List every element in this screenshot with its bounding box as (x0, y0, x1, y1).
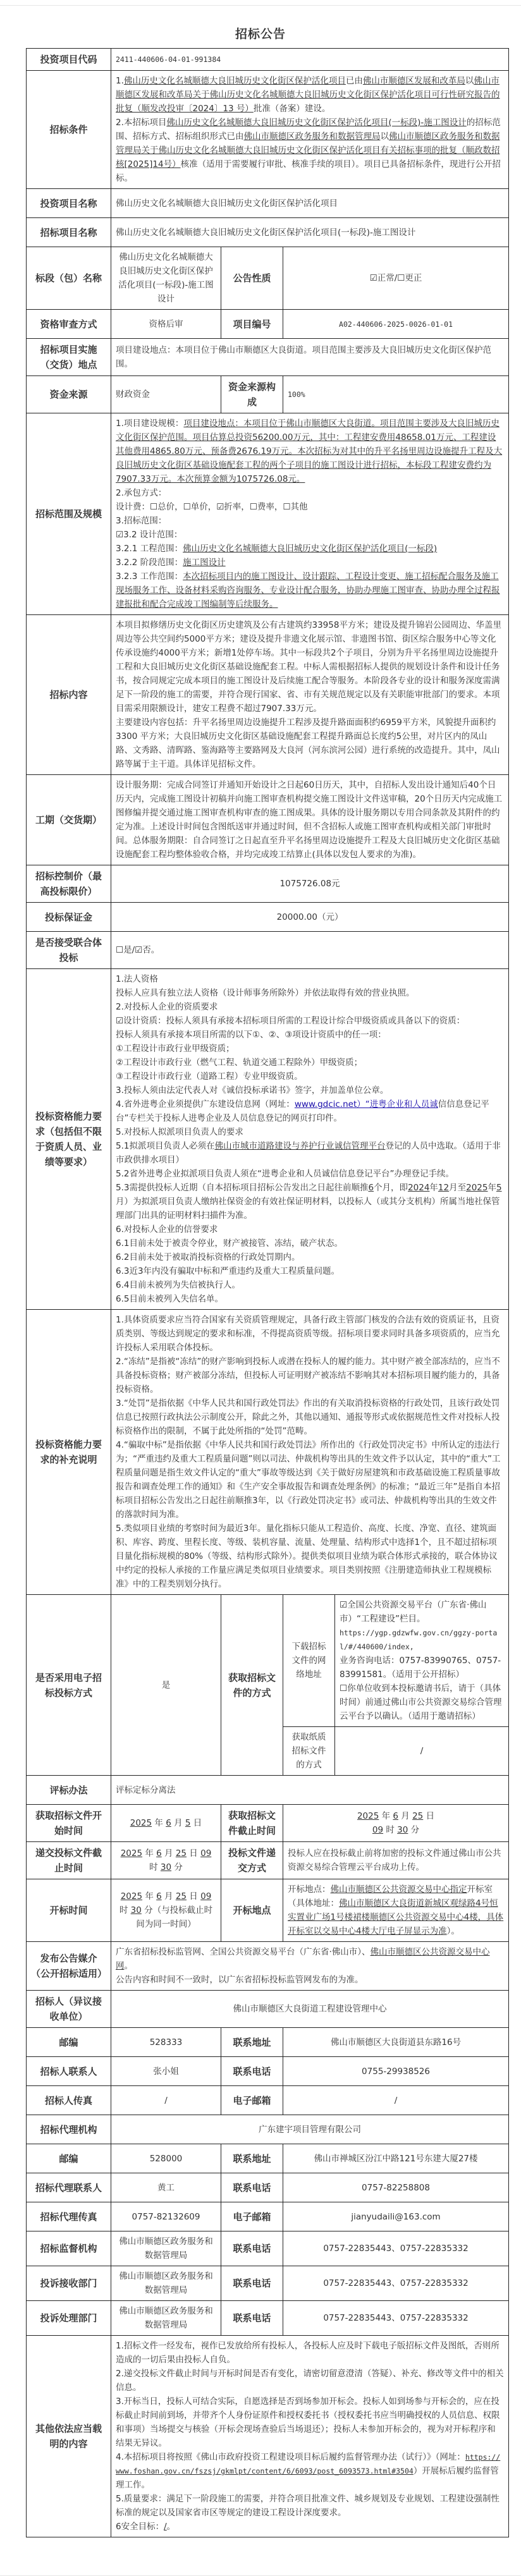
text: ☑设计资质：投标人须具有承接本招标项目所需的工程设计综合甲级资质或具备以下的资质： (116, 1016, 465, 1026)
text (116, 2520, 504, 2534)
label-obtain-start: 获取招标文件开始时间 (27, 1805, 111, 1842)
label-complaint-receive: 投诉接收部门 (27, 2266, 111, 2301)
text: 5 (185, 1818, 191, 1828)
text: 6.4目前未被列为失信被执行人。 (116, 1280, 240, 1290)
row-requirements (27, 969, 509, 1310)
text: 3.开标当日，投标人可结合实际，自愿选择是否到场参加开标会。投标人如到场参与开标会的，应在投标截止时间前到场，并带齐个人身份证原件和授权委托书（授权委托书应当明确授权的人员信息、权限和事项）当场提交与核验（开标会现场查验后当场退还）；投标人未参加开标会的，视为对开标程序和结果无异议。 (116, 2396, 500, 2448)
text: 3.投标人须由法定代表人对《诚信投标承诺书》签字，并加盖单位公章。 (116, 1085, 389, 1096)
complaint-handle-phone-value: 0757-22835443、0757-22835332 (283, 2301, 509, 2336)
label-media: 发布公告媒介（公开招标适用） (27, 1942, 111, 1991)
deposit-value: 20000.00（元） (111, 903, 509, 932)
label-complaint-handle: 投诉处理部门 (27, 2301, 111, 2336)
label-tenderer-fax: 招标人传真 (27, 2086, 111, 2115)
text (116, 570, 504, 611)
row-conditions (27, 71, 509, 189)
text: 6 (368, 1183, 374, 1193)
text: ☐你单位收到本投标邀请书后，请于（具体时间）前通过佛山市公共资源交易综合管理云平台予以确认。（适用于邀请招标） (340, 1683, 502, 1721)
submit-deadline-value: 2025 年 6 月 25 日 09 时 30 分 (111, 1842, 221, 1879)
label-agency-phone: 联系电话 (221, 2173, 283, 2202)
text: 1.项目建设规模： (116, 418, 184, 429)
page-title: 招标公告 (235, 27, 286, 41)
tender-notice-table (26, 48, 509, 2537)
tenderer-address-value: 佛山市顺德区大良街道县东路16号 (283, 2028, 509, 2057)
requirements-value (111, 969, 509, 1310)
text: 年 (487, 1183, 496, 1193)
text: 设计费：☐总价，☐单价，☑折率，☐费率，☐其他 (116, 502, 308, 512)
text: 3.招标范围： (116, 516, 167, 526)
label-agency: 招标代理机构 (27, 2115, 111, 2144)
text: 。 (166, 2522, 176, 2532)
label-location: 招标项目实施（交货）地点 (27, 339, 111, 376)
row-media (27, 1942, 509, 1991)
text: 09 (200, 1848, 212, 1859)
text: 投标人应具有独立法人资格（设计师事务所除外）并依法取得有效的营业执照。 (116, 988, 415, 998)
text (116, 2450, 504, 2492)
label-tenderer-address: 联系地址 (221, 2028, 283, 2057)
text: 1. (116, 76, 124, 86)
project-number-value: A02-440606-2025-0026-01-01 (283, 310, 509, 339)
label-investment-name: 投资项目名称 (27, 189, 111, 218)
text: 佛山市顺德区政务服务和数据管理局 (243, 131, 381, 142)
text: 佛山市顺德区发展和改革局关于佛山历史文化名城顺德大良旧城历史文化街区保护活化项目可行性研究报告的批复（顺发改投审〔2024〕13 号） (116, 76, 500, 114)
row-agency (27, 2115, 509, 2144)
text: 6.对投标人企业的信誉要求 (116, 1224, 218, 1235)
label-control-price: 招标控制价（最高投标限价） (27, 865, 111, 903)
text (116, 1097, 504, 1125)
text (116, 1181, 504, 1223)
text: 6 (156, 1848, 162, 1859)
text: 5.类似项目业绩的考察时间为最近3年。量化指标只能从工程造价、高度、长度、净宽、直径、建筑面积、库容、跨度、里程长度、等级、装机容量、流量、处理量、结构形式中选择1个，且不超过招标项目量化指标规模的80%（等级、结构形式除外）。提供类似项目业绩为联合体形式承接的，联合体协议中约定的投标人承接的工作量应满足类似项目业绩要求。项目类别按照《注册建造师执业工程规模标准》中的工程类别划分执行。 (116, 1523, 498, 1589)
row-opening (27, 1879, 509, 1942)
text: 25 (175, 1891, 187, 1901)
label-complaint-handle-phone: 联系电话 (221, 2301, 283, 2336)
text: 个月，即 (374, 1183, 408, 1193)
text: 6 (156, 1891, 162, 1901)
text: 30 (130, 1905, 142, 1915)
label-download-address: 下载招标文件的网络地址 (283, 1595, 335, 1727)
text: 09 (372, 1825, 384, 1835)
label-electronic: 是否采用电子招标投标方式 (27, 1595, 111, 1776)
label-tenderer-email: 电子邮箱 (221, 2086, 283, 2115)
label-agency-email: 电子邮箱 (221, 2202, 283, 2231)
text: ）。 (446, 1926, 460, 1936)
label-obtain-end: 获取招标文件截止时间 (221, 1805, 283, 1842)
portal-link[interactable]: https://ygp.gdzwfw.gov.cn/ggzy-portal/#/440600/index, (340, 1628, 498, 1651)
text: （与投标截止时间为同一时间） (136, 1905, 213, 1929)
text: 2025 (466, 1183, 488, 1193)
complaint-receive-value: 佛山市顺德区政务服务和数据管理局 (111, 2266, 221, 2301)
text: ☑3.2 设计范围： (116, 530, 183, 540)
text: 25 (412, 1811, 424, 1821)
text: 6.1目前未处于被责令停业，财产被接管、冻结，破产状态。 (116, 1238, 343, 1248)
agency-post-value: 528000 (111, 2144, 221, 2173)
label-qualification: 资格审查方式 (27, 310, 111, 339)
text: 2.承包方式： (116, 488, 167, 498)
supplement-value (111, 1310, 509, 1595)
text: 佛山市顺德区公共资源交易中心网 (116, 1947, 490, 1971)
label-paper-docs: 获取纸质招标文件的方式 (283, 1727, 335, 1776)
location-value: 项目建设地点：本项目位于佛山市顺德区大良街道。项目范围主要涉及大良旧城历史文化街区保护范围。 (111, 339, 509, 376)
funding-value: 财政资金 (111, 376, 221, 413)
agency-phone-value: 0757-82258808 (283, 2173, 509, 2202)
section-value: 佛山历史文化名城顺德大良旧城历史文化街区保护活化项目(一标段)-施工图设计 (111, 247, 221, 310)
text: 项目建设地点：本项目位于佛山市顺德区大良街道。项目范围主要涉及大良旧城历史文化街区保护范围。项目估算总投资56200.00万元，其中：工程建安费用48658.01万元、工程建设其他费用4865.80万元、预备费2676.19万元。本次招标为对其中的升平名扬里周边设施提升工程及大良旧城历史文化街区基础设施配套工程的两个子项目的施工图设计进行招标，本标段工程建安费约为7907.33万元。本次预算金额为1075726.08元。 (116, 418, 503, 484)
row-control-price (27, 865, 509, 903)
text: 25 (175, 1848, 187, 1859)
label-nature: 公告性质 (221, 247, 283, 310)
text: 2025 (120, 1848, 143, 1859)
label-submit-deadline: 递交投标文件截止时间 (27, 1842, 111, 1879)
consortium-value: ☐是/☑否。 (111, 932, 509, 969)
row-electronic (27, 1595, 509, 1727)
label-project-number: 项目编号 (221, 310, 283, 339)
text: 5.对投标人拟派项目负责人的要求 (116, 1127, 243, 1137)
supervisor-phone-value: 0757-22835443、0757-22835332 (283, 2231, 509, 2266)
agency-fax-value: 0757-82132609 (111, 2202, 221, 2231)
complaint-handle-value: 佛山市顺德区政务服务和数据管理局 (111, 2301, 221, 2336)
text: 2.本招标项目 (116, 118, 167, 128)
text: 1.具体资质要求应当符合国家有关资质管理规定，具备行政主管部门核发的合法有效的资质证书，且资质类别、等级达到规定的要求和标准，不得提高资质等级。招标项目要求同时具备多项资质的，应当允许投标人采用联合体投标。 (116, 1315, 500, 1353)
obtain-start-value: 2025 年 6 月 5 日 (111, 1805, 221, 1842)
opening-place-value (283, 1879, 509, 1942)
text: 30 (397, 1825, 408, 1835)
text: 30 (160, 1862, 172, 1872)
row-supplement (27, 1310, 509, 1595)
nature-value: ☑正常/☐更正 (283, 247, 509, 310)
tenderer-email-value: / (283, 2086, 509, 2115)
text: 。 (124, 1961, 133, 1971)
label-consortium: 是否接受联合体投标 (27, 932, 111, 969)
download-address-value (335, 1595, 509, 1727)
row-consortium (27, 932, 509, 969)
tenderer-value: 佛山市顺德区大良街道工程建设管理中心 (111, 1991, 509, 2028)
text: 1.招标文件一经发布，视作已发放给所有投标人，各投标人应及时下载电子版招标文件及图纸，否则所造成的一切后果由投标人自负。 (116, 2341, 500, 2365)
text: 公告内容和时间不一致时，以广东省招标投标监管网发布的为准。 (116, 1975, 364, 1985)
label-agency-contact: 招标代理联系人 (27, 2173, 111, 2202)
text: 2025 (120, 1891, 143, 1901)
agency-value: 广东建宇项目管理有限公司 (111, 2115, 509, 2144)
label-tenderer-phone: 联系电话 (221, 2057, 283, 2086)
agency-email-value[interactable]: jianyudaili@163.com (283, 2202, 509, 2231)
top-divider (0, 5, 521, 6)
period-value: 设计服务期：完成合同签订并通知开始设计之日起60日历天，其中，自招标人发出设计通知后40个日历天内，完成施工图设计初稿并向施工图审查机构提交施工图设计文件送审稿，20个日历天内完成施工图修编并提交通过施工图审查机构审查的施工图成果。具体的设计服务期以专用合同条款及其附件的约定为准。上述设计时间包含图纸送审并通过时间，但不含招标人或施工图审查机构或相关部门审批时间。总体服务期限：自合同签订之日起直至升平名扬里周边设施提升工程及大良旧城历史文化街区基础设施配套工程均整体验收合格，并均完成竣工结算止(具体以发包人要求的为准)。 (111, 775, 509, 865)
text: 4.省外进粤企业须提供广东建设信息网（网址： (116, 1099, 295, 1109)
text: 6安全目标： (116, 2522, 164, 2532)
row-tenderer-contact (27, 2057, 509, 2086)
label-content: 招标内容 (27, 615, 111, 775)
evaluation-value: 评标定标分离法 (111, 1776, 509, 1805)
text: ）开展标后履约监督管理工作。 (116, 2466, 499, 2490)
row-complaint-handle (27, 2301, 509, 2336)
text: / (164, 2522, 167, 2532)
text: 12 (438, 1183, 450, 1193)
text: 3.2.1 工程范围： (116, 544, 183, 554)
text: 2.对投标人企业的资质要求 (116, 1002, 218, 1012)
text: 佛山历史文化名城顺德大良旧城历史文化街区保护活化项目(一标段) (183, 544, 438, 554)
row-agency-fax (27, 2202, 509, 2231)
label-section: 标段（包）名称 (27, 247, 111, 310)
row-section (27, 247, 509, 310)
qualification-value: 资格后审 (111, 310, 221, 339)
text (116, 556, 504, 570)
row-project-code (27, 49, 509, 71)
row-tenderer-fax (27, 2086, 509, 2115)
row-tenderer-post (27, 2028, 509, 2057)
opening-time-value: 2025 年 6 月 25 日 09 时 30 分（与投标截止时间为同一时间） (111, 1879, 221, 1942)
other-value (111, 2336, 509, 2537)
text: 佛山市顺德区发展和改革局 (362, 76, 465, 86)
row-supervisor (27, 2231, 509, 2266)
text: 核准（适用于需要履行审批、核准手续的项目）。项目已具备招标条件，现进行公开招标。 (116, 159, 501, 183)
label-conditions: 招标条件 (27, 71, 111, 189)
text: 2.递交投标文件截止时间与开标时间是否有变化，请密切留意澄清（答疑）、补充、修改等文件中的相关信息。 (116, 2369, 504, 2393)
label-supplement: 投标资格能力要求的补充说明 (27, 1310, 111, 1595)
text: 6.5目前未被列入失信名单。 (116, 1294, 223, 1304)
text: 施工图设计 (183, 558, 226, 568)
label-supervisor-phone: 联系电话 (221, 2231, 283, 2266)
label-submit-method: 投标文件递交方式 (221, 1842, 283, 1879)
text: 以 (380, 131, 389, 142)
complaint-receive-phone-value: 0757-22835443、0757-22835332 (283, 2266, 509, 2301)
row-submit (27, 1842, 509, 1879)
text: 3.“处罚”是指依据《中华人民共和国行政处罚法》作出的有关取消投标资格的行政处罚，且该行政处罚信息已按照行政执法公示制度公开，除此之外，其他以通知、通报等形式或依据规范性文件对投标人投标资格作出的限制，不属于此处所指的“处罚”范畴。 (116, 1398, 500, 1436)
text: ①工程设计市政行业甲级资质； (116, 1044, 235, 1054)
text: 5.质量要求：满足下一阶段施工的需要，并符合项目批准文件、城乡规划及专业规划、工程建设强制性标准的规定以及国家省市区等规定的建设工程设计深度要求。 (116, 2494, 500, 2518)
row-scope (27, 413, 509, 615)
text: 佛山历史文化名城顺德大良旧城历史文化街区保护活化项目(一标段)-施工图设计 (166, 118, 467, 128)
label-tenderer-post: 邮编 (27, 2028, 111, 2057)
label-requirements: 投标资格能力要求（包括但不限于资质人员、业绩等要求） (27, 969, 111, 1310)
text: 3.2.2 阶段范围： (116, 558, 183, 568)
text: 09 (200, 1891, 212, 1901)
label-scope: 招标范围及规模 (27, 413, 111, 615)
label-tenderer-contact: 招标人联系人 (27, 2057, 111, 2086)
content-value (111, 615, 509, 775)
agency-contact-value: 黄工 (111, 2173, 221, 2202)
text: 佛山市城市道路建设与养护行业诚信管理平台 (214, 1141, 386, 1151)
row-investment-name (27, 189, 509, 218)
row-funding (27, 376, 509, 413)
row-period (27, 775, 509, 865)
electronic-value: 是 (111, 1595, 221, 1776)
text: 登记的人员中选取。（适用于非市政供排水项目） (116, 1141, 501, 1165)
text: 6.2目前未处于被取消投标资格的行政处罚期内。 (116, 1252, 300, 1262)
label-agency-address: 联系地址 (221, 2144, 283, 2173)
text: 投标人须具有承接本项目所需的以下①、②、③项设计资质中的任一项： (116, 1030, 386, 1040)
text: 5 (496, 1183, 502, 1193)
media-value (111, 1942, 509, 1991)
label-other: 其他依法应当载明的内容 (27, 2336, 111, 2537)
investment-name-value: 佛山历史文化名城顺德大良旧城历史文化街区保护活化项目 (111, 189, 509, 218)
text: 佛山历史文化名城顺德大良旧城历史文化街区保护活化项目 (123, 76, 346, 86)
label-tender-name: 招标项目名称 (27, 218, 111, 247)
text (116, 542, 504, 556)
row-agency-post (27, 2144, 509, 2173)
label-deposit: 投标保证金 (27, 903, 111, 932)
project-code-value: 2411-440606-04-01-991384 (111, 49, 509, 71)
label-supervisor: 招标监督机构 (27, 2231, 111, 2266)
row-qualification (27, 310, 509, 339)
supervisor-value: 佛山市顺德区政务服务和数据管理局 (111, 2231, 221, 2266)
row-content (27, 615, 509, 775)
text: ☑全国公共资源交易平台（广东省·佛山市）“工程建设”栏目。 (340, 1600, 487, 1624)
text: 2025 (357, 1811, 379, 1821)
foshan-gov-link[interactable]: https://www.foshan.gov.cn/fszsj/gkmlpt/content/6/6093/post_6093573.html#3504 (116, 2453, 501, 2475)
row-evaluation (27, 1776, 509, 1805)
label-obtain-method: 获取招标文件的方式 (221, 1595, 283, 1776)
obtain-end-value: 2025 年 6 月 25 日 09 时 30 分 (283, 1805, 509, 1842)
text: 的招标范围、招标方式、招标组织形式已由 (116, 118, 501, 142)
text: 年 (429, 1183, 438, 1193)
text: 5.3需提供投标人近期（自本招标项目招标公告发出之日起往前顺推 (116, 1183, 369, 1193)
text: 本项目拟修缮历史文化街区历史建筑及公有古建筑约33958平方米；建设及提升锦岩公园周边、华盖里周边等公共空间约5000平方米；建设及提升非遗文化展示馆、非遗图书馆、街区综合服务中心等文化传承设施约4000平方米；新增1处停车场。其中一标段共2个子项目，分别为升平名扬里周边设施提升工程和大良旧城历史文化街区基础设施配套工程。中标人需根据招标人提供的规划设计条件和设计任务书，按合同规定完成本项目的施工图设计及后续施工配合等服务。本阶段各专业的设计和服务深度需满足下一阶段的施工的需要，并符合现行国家、省、市有关规范规定以及有关职能审批部门的要求。本项目需采用限额设计，建安工程费不超过7907.33万元。 (116, 620, 501, 714)
control-price-value: 1075726.08元 (111, 865, 509, 903)
text: 2.“冻结”是指被“冻结”的财产影响到投标人或潜在投标人的履约能力。其中财产被全部冻结的，应当不具备投标资格；财产被部分冻结，但投标人可证明财产被冻结不影响其对本招标项目履约能力的，具备投标资格。 (116, 1357, 500, 1395)
label-opening-place: 开标地点 (221, 1879, 283, 1942)
text: 3.2.3 工作范围： (116, 571, 183, 582)
text: 6.3近3年内没有骗取中标和严重违约及重大工程质量问题。 (116, 1266, 340, 1276)
text: 6 (166, 1818, 171, 1828)
text: 月至 (449, 1183, 467, 1193)
text: 2025 (130, 1818, 152, 1828)
tenderer-phone-value: 0755-29938526 (283, 2057, 509, 2086)
row-deposit (27, 903, 509, 932)
gdcic-link[interactable]: www.gdcic.net）“进粤企业和人员诚 (294, 1099, 438, 1109)
text: 开标地点： (288, 1884, 331, 1895)
text: 已由 (345, 76, 363, 86)
scope-value (111, 413, 509, 615)
label-period: 工期（交货期） (27, 775, 111, 865)
text: 广东省招标投标监管网、全国公共资源交易平台（广东省·佛山市）、 (116, 1947, 371, 1957)
row-tenderer (27, 1991, 509, 2028)
text: 月）为拟派项目负责人缴纳社保资金的有效社保证明材料，以投标人（或其分支机构）所属当地社保管理部门出具的证明材料扫描件为准。 (116, 1197, 500, 1221)
text: 业务咨询电话：0757-83990765、0757-83991581。（适用于公开招标） (340, 1656, 501, 1680)
label-project-code: 投资项目代码 (27, 49, 111, 71)
row-complaint-receive (27, 2266, 509, 2301)
text (116, 1139, 504, 1167)
text: 佛山市顺德区公共资源交易中心指定 (330, 1884, 467, 1895)
label-funding-composition: 资金来源构成 (221, 376, 283, 413)
text: 5.1拟派项目负责人必须在 (116, 1141, 215, 1151)
submit-method-value: 投标人应在投标截止前将加密的投标文件通过佛山市公共资源交易综合管理云平台成功上传。 (283, 1842, 509, 1879)
row-other (27, 2336, 509, 2537)
text: 佛山市顺德区大良街道新城区观绿路4号恒实置业广场1号楼裙楼顺德区公共资源交易中心4楼，具体开标室以交易中心4楼大厅电子屏显示为准 (288, 1898, 504, 1936)
text: 2024 (408, 1183, 430, 1193)
tenderer-contact-value: 张小姐 (111, 2057, 221, 2086)
row-tender-name (27, 218, 509, 247)
tenderer-post-value: 528333 (111, 2028, 221, 2057)
row-obtain-time (27, 1805, 509, 1842)
label-tenderer: 招标人（异议接收单位） (27, 1991, 111, 2028)
text: 5.2省外进粤企业拟派项目负责人须在“进粤企业和人员诚信信息登记平台”办理登记手续。 (116, 1169, 454, 1179)
text: ②工程设计市政行业（燃气工程、轨道交通工程除外）甲级资质； (116, 1058, 363, 1068)
paper-docs-value: / (335, 1727, 509, 1776)
text: 4.“骗取中标”是指依据《中华人民共和国行政处罚法》所作出的《行政处罚决定书》中所认定的违法行为；“严重违约及重大工程质量问题”则以司法、仲裁机构等出具的生效文件予以认定，其中的“重大”工程质量问题是指生效文件认定的“重大”事故等级达到《关于做好房屋建筑和市政基础设施工程质量事故报告和调查处理工作的通知》和《生产安全事故报告和调查处理条例》的标准；“最近三年”是指自本招标项目招标公告发出之日起往前顺推3年，以《行政处罚决定书》或司法、仲裁机构等出具的生效文件的落款时间为准。 (116, 1440, 501, 1520)
text: 4.本招标项目将按照《佛山市政府投资工程建设项目标后履约监督管理办法（试行）》（网址： (116, 2452, 465, 2462)
text: 开标室（具体地址： (288, 1884, 493, 1908)
text: 以 (465, 76, 474, 86)
funding-composition-value: 100% (283, 376, 509, 413)
conditions-value (111, 71, 509, 189)
text: 1.法人资格 (116, 974, 158, 984)
text: 主要建设内容包括：升平名扬里周边设施提升工程涉及提升路面面积约6959平方米，风貌提升面积约 3300 平方米；大良旧城历史文化街区基础设施配套工程提升路面总长度约5公里，对片区内的凤山路、文秀路、清晖路、鉴海路等主要路网及大良河（河东滨河公园）进行系统的改造提升。其中，凤山路等属于主干道。具体详见招标文件。 (116, 717, 500, 769)
agency-address-value: 佛山市禅城区汾江中路121号东建大厦27楼 (283, 2144, 509, 2173)
text: ③工程设计市政行业（道路工程）专业甲级资质。 (116, 1071, 303, 1082)
label-complaint-receive-phone: 联系电话 (221, 2266, 283, 2301)
label-funding: 资金来源 (27, 376, 111, 413)
tender-name-value: 佛山历史文化名城顺德大良旧城历史文化街区保护活化项目(一标段)-施工图设计 (111, 218, 509, 247)
text: 佛山市顺德区政务服务和数据管理局关于佛山历史文化名城顺德大良旧城历史文化街区保护活化项目有关招标事项的批复（顺政数招核[2025]14号） (116, 131, 500, 169)
text: 信信息登记平台”专栏关于投标人进粤企业及人员信息登记的网页打印件。 (116, 1099, 489, 1123)
label-agency-fax: 招标代理传真 (27, 2202, 111, 2231)
text: 6 (393, 1811, 398, 1821)
tenderer-fax-value: / (111, 2086, 221, 2115)
label-agency-post: 邮编 (27, 2144, 111, 2173)
text: 批准（备案）建设。 (253, 104, 331, 114)
row-agency-contact (27, 2173, 509, 2202)
label-opening-time: 开标时间 (27, 1879, 111, 1942)
row-location (27, 339, 509, 376)
text: 本次招标项目内的施工图设计、设计跟踪、工程设计变更、施工招标配合服务及施工现场服务工作、设备材料采购咨询服务、专业设计配合服务，协助办理施工图审查、协助办理全过程报建报批和配合完成竣工图编制等后续服务。 (116, 571, 500, 609)
label-evaluation: 评标办法 (27, 1776, 111, 1805)
